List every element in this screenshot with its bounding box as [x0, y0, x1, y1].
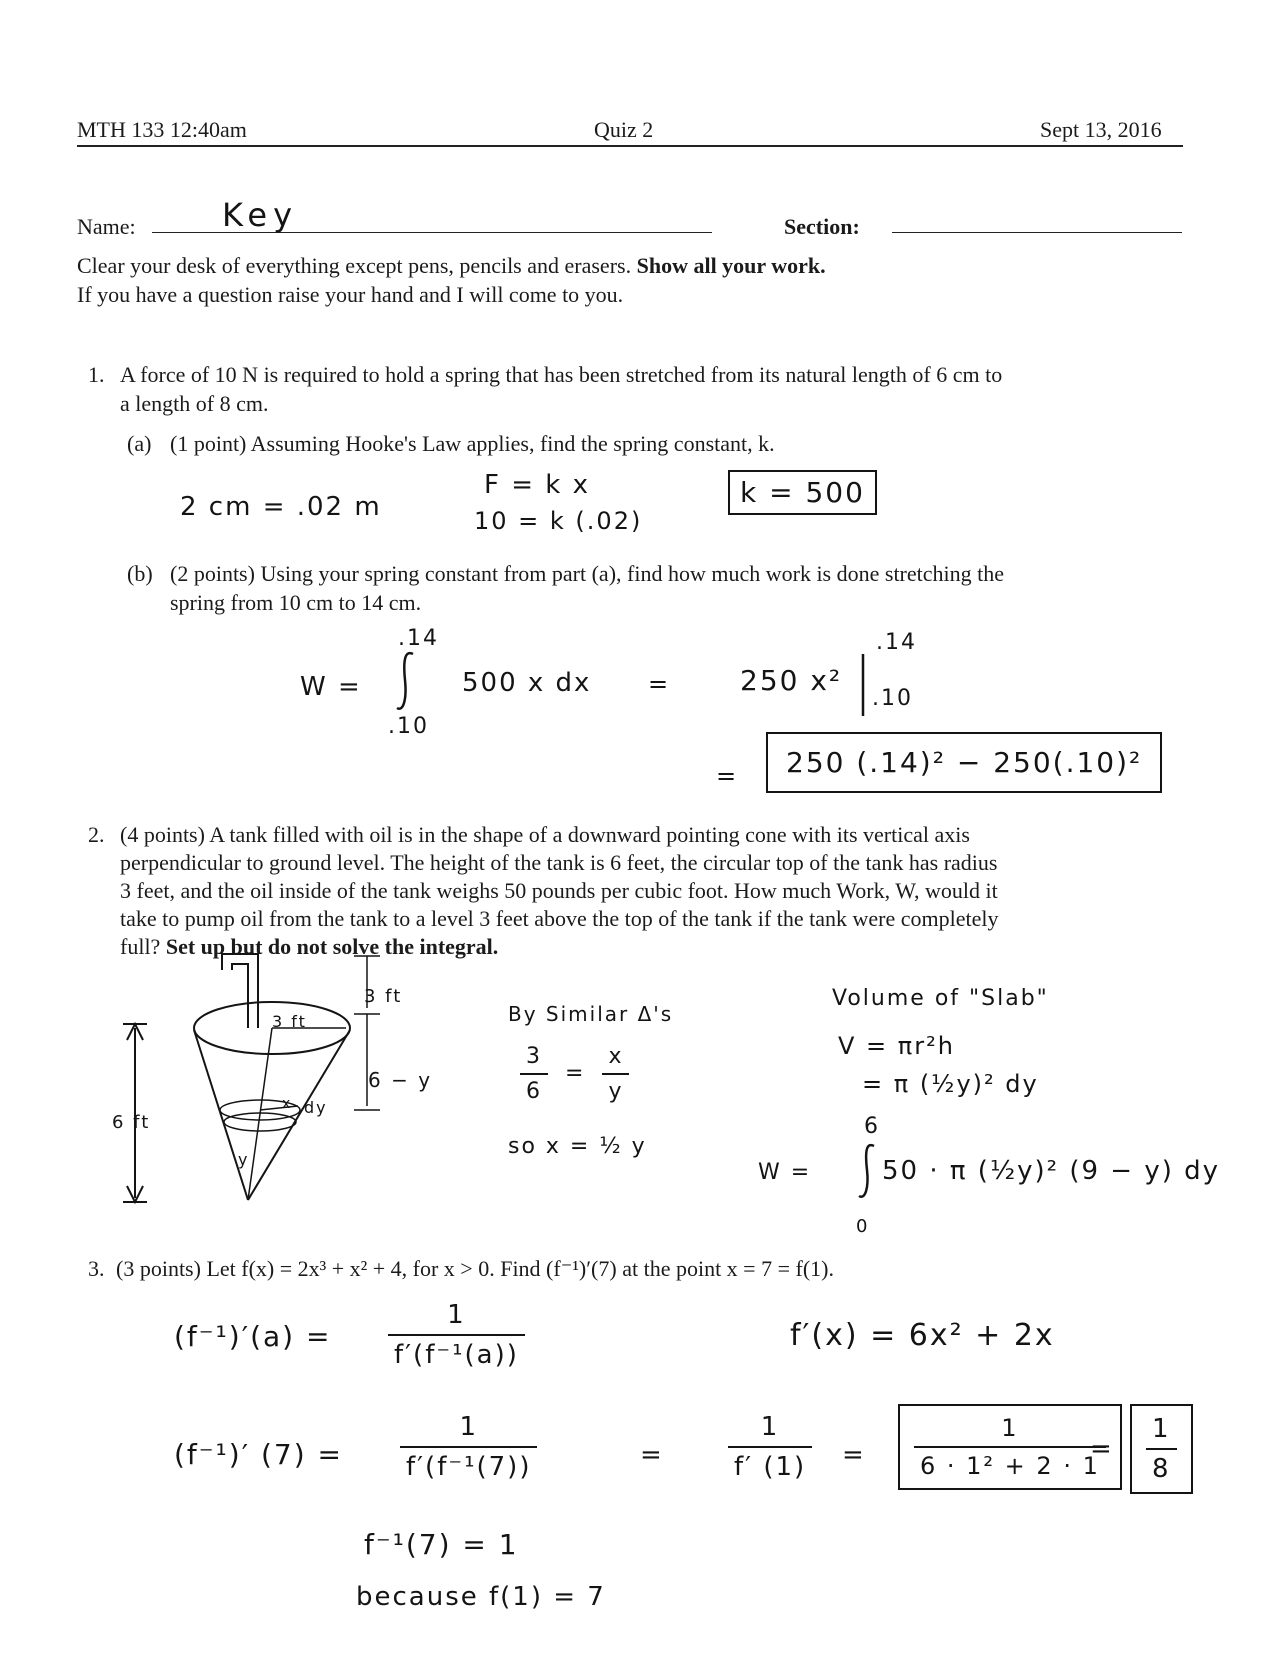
q1b-eval-lower: .10 — [872, 686, 913, 711]
slab-volume-line-2: = π (½y)² dy — [862, 1070, 1039, 1098]
q2-line-1: (4 points) A tank filled with oil is in the shape of a downward pointing cone with its vertical axis — [120, 822, 970, 847]
q2-work-w: W = — [758, 1160, 812, 1185]
q2-line-5 — [120, 934, 498, 960]
q1b-equals-1: = — [648, 670, 671, 698]
sketch-radius-label: 3 ft — [272, 1012, 307, 1031]
q3-equals-2: = — [842, 1440, 866, 1470]
q3-equals-1: = — [640, 1440, 664, 1470]
q1-text-1: A force of 10 N is required to hold a spring that has been stretched from its natural length of 6 cm to — [120, 362, 1003, 387]
q2-number: 2. — [88, 822, 105, 847]
q3-row2-den: f′(f⁻¹(7)) — [406, 1452, 532, 1482]
q1a-text: (1 point) Assuming Hooke's Law applies, find the spring constant, k. — [170, 431, 775, 456]
q3-row2b-frac — [728, 1412, 812, 1482]
sketch-x-label: x — [282, 1096, 293, 1112]
eval-bar-icon — [860, 654, 866, 716]
sketch-above-label: 3 ft — [364, 986, 403, 1007]
course-label: MTH 133 12:40am — [77, 117, 247, 142]
q1b-upper-limit: .14 — [398, 626, 439, 651]
instructions-bold: Show all your work. — [636, 253, 826, 278]
q1a-answer-box: k = 500 — [728, 470, 877, 515]
quiz-date: Sept 13, 2016 — [1040, 117, 1162, 142]
q3-note-2: because f(1) = 7 — [356, 1582, 606, 1612]
instructions-text: Clear your desk of everything except pens, pencils and erasers. — [77, 253, 632, 278]
q1b-label: (b) — [127, 561, 153, 586]
q3-formula-den: f′(f⁻¹(a)) — [394, 1340, 519, 1370]
sketch-dy-label: dy — [304, 1098, 328, 1117]
name-value: Key — [222, 196, 299, 234]
integral-sign-icon — [393, 650, 419, 714]
section-line — [892, 232, 1182, 233]
q1b-text-2: spring from 10 cm to 14 cm. — [170, 590, 422, 615]
similar-ratio — [520, 1044, 629, 1104]
q3-formula-num: 1 — [447, 1300, 466, 1330]
q3-row2b-den: f′ (1) — [734, 1452, 807, 1482]
q3-box2-den: 8 — [1152, 1454, 1171, 1484]
q1b-work-w: W = — [300, 672, 362, 702]
q3-row2-num: 1 — [459, 1412, 479, 1442]
q1a-label: (a) — [127, 431, 152, 456]
slab-volume-title: Volume of "Slab" — [832, 986, 1049, 1011]
q3-row2b-num: 1 — [760, 1412, 780, 1442]
frac2-num: x — [608, 1044, 624, 1069]
q3-box1-den: 6 · 1² + 2 · 1 — [920, 1452, 1100, 1480]
similar-triangles-title: By Similar Δ's — [508, 1002, 674, 1026]
q1a-work-conversion: 2 cm = .02 m — [180, 492, 382, 522]
frac1-den: 6 — [526, 1079, 542, 1104]
quiz-title: Quiz 2 — [594, 117, 654, 142]
name-label: Name: — [77, 214, 136, 239]
q3-text: (3 points) Let f(x) = 2x³ + x² + 4, for x > 0. Find (f⁻¹)′(7) at the point x = 7 = f(1). — [116, 1256, 834, 1281]
similar-result: so x = ½ y — [508, 1134, 647, 1159]
sketch-dist-label: 6 − y — [368, 1068, 433, 1092]
q3-row2-lhs: (f⁻¹)′ (7) = — [174, 1438, 343, 1471]
q2-last-text: full? — [120, 934, 161, 959]
q2-line-4: take to pump oil from the tank to a level 3 feet above the top of the tank if the tank were completely — [120, 906, 999, 931]
q1b-integrand: 500 x dx — [462, 668, 592, 698]
q2-work-upper: 6 — [864, 1114, 880, 1139]
q3-box2-num: 1 — [1152, 1414, 1171, 1444]
q3-derivative: f′(x) = 6x² + 2x — [790, 1318, 1055, 1353]
instructions-line-1 — [77, 253, 826, 279]
sketch-y-label: y — [238, 1150, 250, 1169]
q2-line-3: 3 feet, and the oil inside of the tank weighs 50 pounds per cubic foot. How much Work, W, would it — [120, 878, 998, 903]
q1b-antiderivative: 250 x² — [740, 664, 843, 697]
q2-line-2: perpendicular to ground level. The height of the tank is 6 feet, the circular top of the tank has radius — [120, 850, 998, 875]
frac2-den: y — [608, 1079, 624, 1104]
q3-box1-num: 1 — [1001, 1414, 1019, 1442]
q1-number: 1. — [88, 362, 105, 387]
q1b-eval-upper: .14 — [876, 630, 917, 655]
q1b-text-1: (2 points) Using your spring constant from part (a), find how much work is done stretching the — [170, 561, 1005, 586]
sketch-height-label: 6 ft — [112, 1112, 151, 1133]
q2-last-bold: Set up but do not solve the integral. — [165, 934, 499, 959]
ratio-equals: = — [565, 1061, 586, 1086]
q1a-work-hooke: F = k x — [484, 470, 590, 500]
q3-answer-box-1 — [898, 1404, 1122, 1490]
q1a-work-substitute: 10 = k (.02) — [474, 507, 643, 535]
q3-number: 3. — [88, 1256, 105, 1281]
q1b-answer-box: 250 (.14)² − 250(.10)² — [766, 732, 1162, 793]
frac1-num: 3 — [526, 1044, 542, 1069]
q1b-lower-limit: .10 — [388, 714, 429, 739]
section-label: Section: — [784, 214, 860, 239]
slab-volume-line-1: V = πr²h — [838, 1032, 955, 1060]
q2-work-lower: 0 — [856, 1216, 870, 1237]
q3-formula-frac — [388, 1300, 525, 1370]
instructions-line-2: If you have a question raise your hand and I will come to you. — [77, 282, 624, 307]
q3-row2-frac — [400, 1412, 537, 1482]
q3-note-1: f⁻¹(7) = 1 — [364, 1528, 519, 1561]
q3-equals-3: = — [1090, 1434, 1114, 1464]
q3-formula-lhs: (f⁻¹)′(a) = — [174, 1320, 332, 1353]
q2-work-integrand: 50 · π (½y)² (9 − y) dy — [882, 1156, 1221, 1186]
q3-answer-box-2 — [1130, 1404, 1193, 1494]
header-rule — [77, 145, 1183, 147]
q1b-equals-2: = — [716, 762, 739, 790]
integral-sign-icon — [856, 1142, 880, 1202]
q1-text-2: a length of 8 cm. — [120, 391, 269, 416]
